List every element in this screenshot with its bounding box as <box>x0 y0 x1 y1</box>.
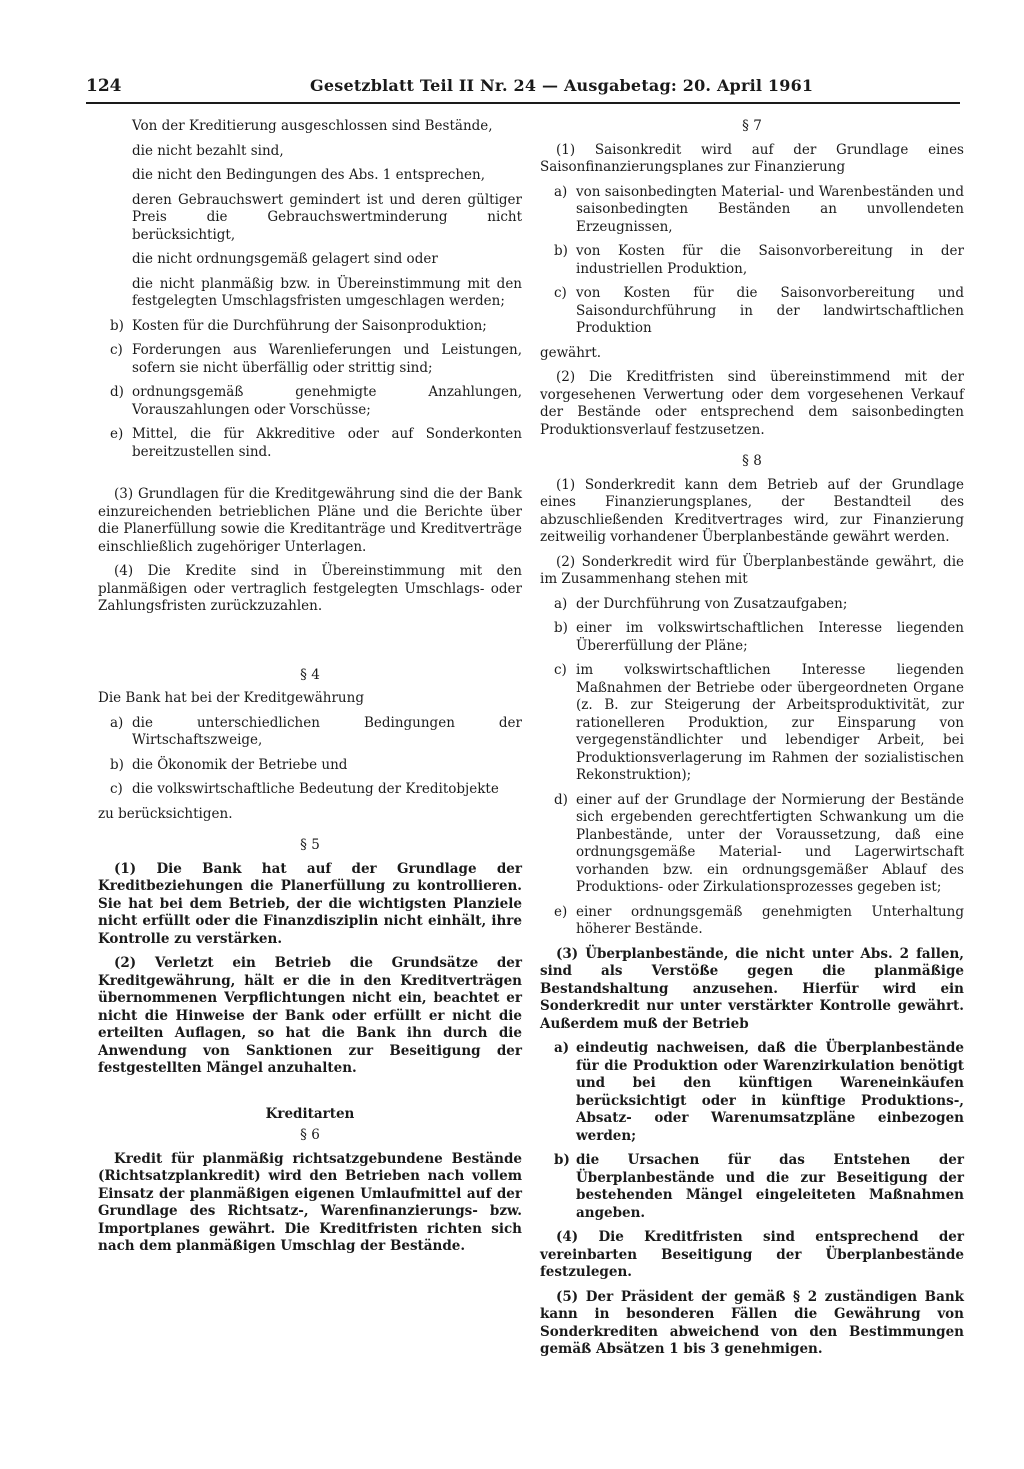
item-marker: b) <box>110 317 124 334</box>
paragraph-3: (3) Grundlagen für die Kreditgewährung sind die der Bank einzureichenden betrieblichen Pläne und die Berichte über die Planerfüllung sowie die Kreditanträge und Kreditverträge einschließlich zugehöriger Unterlagen. <box>98 486 522 555</box>
item-marker: c) <box>110 781 123 797</box>
section-7-outro: gewährt. <box>540 344 602 361</box>
item-marker: c) <box>554 285 567 301</box>
item-text: die Ökonomik der Betriebe und <box>132 756 348 773</box>
item-marker: a) <box>554 1040 570 1056</box>
list-item <box>98 384 522 419</box>
page-number: 124 <box>86 76 122 96</box>
exclusion-line: deren Gebrauchswert gemindert ist und deren gültiger Preis die Gebrauchswertminderung nicht berücksichtigt, <box>132 191 522 243</box>
section-5-paragraph-1: (1) Die Bank hat auf der Grundlage der Kreditbeziehungen die Planerfüllung zu kontrollieren. Sie hat bei dem Betrieb, der die wichtigsten Planziele nicht erfüllt oder die Finanzdisziplin nicht einhält, ihre Kontrolle zu verstärken. <box>98 860 522 947</box>
left-column <box>98 118 522 1263</box>
item-marker: a) <box>554 183 568 200</box>
item-text: von Kosten für die Saisonvorbereitung und Saisondurchführung in der landwirtschaftlichen Produktion <box>576 285 964 336</box>
item-text: einer ordnungsgemäß genehmigten Unterhaltung höherer Bestände. <box>576 903 964 937</box>
section-8-paragraph-2: (2) Sonderkredit wird für Überplanbestände gewährt, die im Zusammenhang stehen mit <box>540 553 964 587</box>
list-item <box>540 243 964 278</box>
section-5-title: § 5 <box>300 837 320 853</box>
section-5-paragraph-2: (2) Verletzt ein Betrieb die Grundsätze der Kreditgewährung, hält er die in den Kreditverträgen übernommenen Verpflichtungen nicht ein, beachtet er nicht die Hinweise der Bank oder erfüllt er nicht die erteilten Auflagen, so hat die Bank ihn durch die Anwendung von Sanktionen zur Beseitigung der festgestellten Mängel anzuhalten. <box>98 955 522 1076</box>
item-marker: c) <box>110 342 123 358</box>
page-header <box>86 74 960 104</box>
list-item <box>540 596 964 614</box>
section-4-outro: zu berücksichtigen. <box>98 805 233 822</box>
item-marker: d) <box>110 384 124 400</box>
item-text: im volkswirtschaftlichen Interesse liegenden Maßnahmen der Betriebe oder übergeordneten Organe (z. B. zur Steigerung der Arbeitsproduktivität, zur rationelleren Produktion, zur Einsparung von vergegenständlichter und lebendiger Arbeit, bei Produktionsverlagerung im Rahmen der sozialistischen Rekonstruktion); <box>576 662 964 783</box>
list-item <box>98 781 522 799</box>
section-7-paragraph-1: (1) Saisonkredit wird auf der Grundlage eines Saisonfinanzierungsplanes zur Finanzierung <box>540 141 964 175</box>
list-item <box>540 792 964 897</box>
item-text: einer auf der Grundlage der Normierung der Bestände sich ergebenden gerechtfertigten Schwankung um die Planbestände, unter der Voraussetzung, daß eine ordnungsgemäße Material- und Lagerwirtschaft vorhanden bzw. ein ordnungsgemäßer Ablauf des Produktions- oder Zirkulationsprozesses gegeben ist; <box>576 791 964 895</box>
exclusion-line: die nicht bezahlt sind, <box>132 142 284 159</box>
exclusion-line: die nicht planmäßig bzw. in Übereinstimmung mit den festgelegten Umschlagsfristen umgeschlagen werden; <box>132 275 522 309</box>
list-item <box>540 904 964 939</box>
section-8-paragraph-3: (3) Überplanbestände, die nicht unter Abs. 2 fallen, sind als Verstöße gegen die planmäßige Bestandshaltung anzusehen. Hierfür wird ein Sonderkredit nur unter verstärkter Kontrolle gewährt. Außerdem muß der Betrieb <box>540 945 964 1032</box>
section-8-paragraph-1: (1) Sonderkredit kann dem Betrieb auf der Grundlage eines Finanzierungsplanes, der Bestandteil des abzuschließenden Kreditvertrages wird, zur Finanzierung zeitweilig vorhandener Überplanbestände gewährt werden. <box>540 476 964 545</box>
list-item <box>98 757 522 775</box>
item-marker: d) <box>554 791 568 808</box>
section-4-title: § 4 <box>300 666 320 683</box>
exclusion-line: die nicht den Bedingungen des Abs. 1 entsprechen, <box>132 167 486 183</box>
item-text: von Kosten für die Saisonvorbereitung in der industriellen Produktion, <box>576 243 964 277</box>
item-marker: e) <box>110 426 124 442</box>
list-item <box>98 318 522 336</box>
section-8-title: § 8 <box>742 453 762 469</box>
item-text: ordnungsgemäß genehmigte Anzahlungen, Vorauszahlungen oder Vorschüsse; <box>132 384 522 418</box>
item-text: von saisonbedingten Material- und Warenbeständen und saisonbedingten Beständen an unvollendeten Erzeugnissen, <box>576 183 964 235</box>
section-7-title: § 7 <box>742 118 762 134</box>
item-text: Forderungen aus Warenlieferungen und Leistungen, sofern sie nicht überfällig oder strittig sind; <box>132 342 522 376</box>
item-marker: a) <box>554 595 568 612</box>
list-item <box>98 342 522 377</box>
exclusion-intro: Von der Kreditierung ausgeschlossen sind Bestände, <box>132 118 493 134</box>
list-item <box>540 184 964 237</box>
item-marker: b) <box>554 243 568 259</box>
item-marker: b) <box>554 1152 570 1168</box>
section-8-paragraph-5: (5) Der Präsident der gemäß § 2 zuständigen Bank kann in besonderen Fällen die Gewährung von Sonderkrediten abweichend von den Bestimmungen gemäß Absätzen 1 bis 3 genehmigen. <box>540 1288 964 1357</box>
list-item <box>98 715 522 750</box>
gazette-title: Gesetzblatt Teil II Nr. 24 — Ausgabetag: 20. April 1961 <box>310 76 814 95</box>
section-6-paragraph: Kredit für planmäßig richtsatzgebundene Bestände (Richtsatzplankredit) wird den Betrieben nach vollem Einsatz der planmäßigen eigenen Umlaufmittel auf der Grundlage des Richtsatz-, Warenfinanzierungs- bzw. Importplanes gewährt. Die Kreditfristen richten sich nach dem planmäßigen Umschlag der Bestände. <box>98 1150 522 1254</box>
item-marker: e) <box>554 903 568 920</box>
item-text: einer im volkswirtschaftlichen Interesse liegenden Übererfüllung der Pläne; <box>576 620 964 654</box>
list-item <box>98 426 522 461</box>
item-marker: b) <box>554 620 568 636</box>
item-marker: a) <box>110 714 124 731</box>
item-text: Mittel, die für Akkreditive oder auf Sonderkonten bereitzustellen sind. <box>132 426 522 460</box>
item-text: die Ursachen für das Entstehen der Überplanbestände und die zur Beseitigung der bestehenden Mängel eingeleiteten Maßnahmen angeben. <box>576 1152 964 1221</box>
heading-kreditarten: Kreditarten <box>265 1105 355 1122</box>
list-item <box>540 1152 964 1222</box>
list-item <box>540 662 964 785</box>
right-column <box>540 118 964 1366</box>
item-marker: b) <box>110 756 124 773</box>
exclusion-line: die nicht ordnungsgemäß gelagert sind oder <box>132 251 438 267</box>
list-item <box>540 620 964 655</box>
section-7-paragraph-2: (2) Die Kreditfristen sind übereinstimmend mit der vorgesehenen Verwertung oder dem vorgesehenen Verkauf der Bestände oder entsprechend dem saisonbedingten Produktionsverlauf festzusetzen. <box>540 369 964 438</box>
section-4-intro: Die Bank hat bei der Kreditgewährung <box>98 690 364 706</box>
section-8-paragraph-4: (4) Die Kreditfristen sind entsprechend der vereinbarten Beseitigung der Überplanbestände festzulegen. <box>540 1229 964 1280</box>
section-6-title: § 6 <box>300 1127 320 1143</box>
item-text: die volkswirtschaftliche Bedeutung der Kreditobjekte <box>132 781 499 797</box>
item-text: eindeutig nachweisen, daß die Überplanbestände für die Produktion oder Warenzirkulation benötigt und bei den künftigen Wareneinkäufen berücksichtigt oder in künftige Produktions-, Absatz- oder Warenumsatzpläne einbezogen werden; <box>576 1040 964 1144</box>
list-item <box>540 1040 964 1145</box>
item-text: die unterschiedlichen Bedingungen der Wirtschaftszweige, <box>132 714 522 748</box>
list-item <box>540 285 964 338</box>
paragraph-4: (4) Die Kredite sind in Übereinstimmung mit den planmäßigen oder vertraglich festgelegten Umschlags- oder Zahlungsfristen zurückzuzahlen. <box>98 563 522 614</box>
item-text: Kosten für die Durchführung der Saisonproduktion; <box>132 317 487 334</box>
item-text: der Durchführung von Zusatzaufgaben; <box>576 595 848 612</box>
item-marker: c) <box>554 662 567 678</box>
